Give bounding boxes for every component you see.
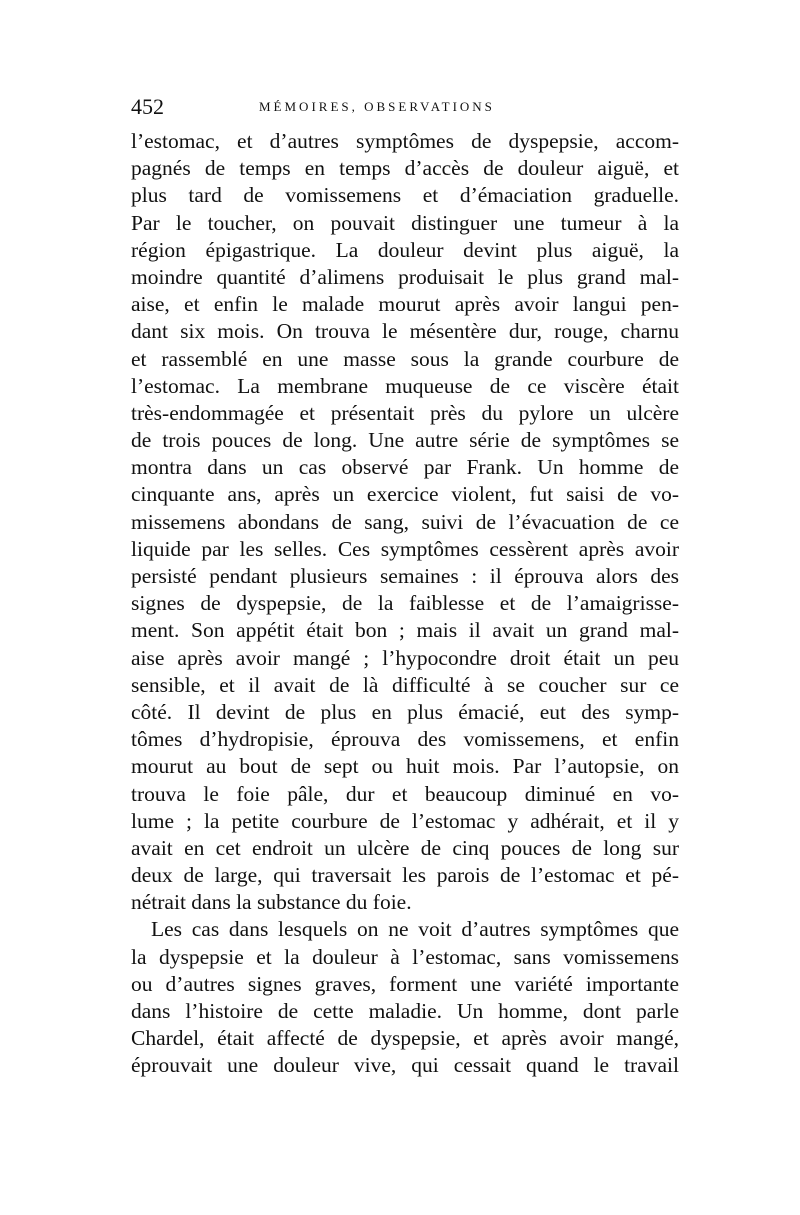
text-line: Chardel, était affecté de dyspepsie, et après avoir mangé,	[131, 1026, 679, 1051]
paragraph-first-line: Les cas dans lesquels on ne voit d’autres symptômes que	[151, 917, 679, 942]
text-line: aise, et enfin le malade mourut après avoir langui pen-	[131, 292, 679, 317]
text-line: persisté pendant plusieurs semaines : il éprouva alors des	[131, 564, 679, 588]
page-number: 452	[131, 94, 164, 119]
text-line: avait en cet endroit un ulcère de cinq pouces de long sur	[131, 835, 679, 860]
text-line: moindre quantité d’alimens produisait le plus grand mal-	[131, 264, 679, 289]
text-line: l’estomac. La membrane muqueuse de ce viscère était	[131, 373, 679, 398]
text-line: la dyspepsie et la douleur à l’estomac, sans vomissemens	[131, 944, 679, 969]
text-line: Par le toucher, on pouvait distinguer une tumeur à la	[131, 210, 679, 235]
text-line: ment. Son appétit était bon ; mais il avait un grand mal-	[131, 618, 679, 643]
text-line: signes de dyspepsie, de la faiblesse et de l’amaigrisse-	[131, 591, 679, 616]
text-line: de trois pouces de long. Une autre série de symptômes se	[131, 428, 679, 453]
text-line: très-endommagée et présentait près du pylore un ulcère	[131, 400, 679, 425]
text-line: côté. Il devint de plus en plus émacié, eut des symp-	[131, 699, 679, 724]
text-line: dant six mois. On trouva le mésentère dur, rouge, charnu	[131, 319, 679, 344]
text-line: région épigastrique. La douleur devint plus aiguë, la	[131, 237, 679, 262]
text-line: dans l’histoire de cette maladie. Un homme, dont parle	[131, 999, 679, 1023]
text-line: l’estomac, et d’autres symptômes de dyspepsie, accom-	[131, 129, 679, 153]
text-line: aise après avoir mangé ; l’hypocondre droit était un peu	[131, 645, 679, 670]
paragraph-last-line: nétrait dans la substance du foie.	[131, 890, 412, 915]
body-text	[131, 128, 679, 1080]
text-line: éprouvait une douleur vive, qui cessait quand le travail	[131, 1053, 679, 1078]
text-line: liquide par les selles. Ces symptômes cessèrent après avoir	[131, 536, 679, 561]
text-line: plus tard de vomissemens et d’émaciation graduelle.	[131, 183, 679, 208]
text-line: tômes d’hydropisie, éprouva des vomissemens, et enfin	[131, 727, 679, 752]
text-line: missemens abondans de sang, suivi de l’évacuation de ce	[131, 509, 679, 534]
text-line: pagnés de temps en temps d’accès de douleur aiguë, et	[131, 156, 679, 181]
text-line: ou d’autres signes graves, forment une variété importante	[131, 971, 679, 996]
text-line: lume ; la petite courbure de l’estomac y adhérait, et il y	[131, 808, 679, 833]
text-line: et rassemblé en une masse sous la grande courbure de	[131, 346, 679, 371]
text-line: mourut au bout de sept ou huit mois. Par l’autopsie, on	[131, 754, 679, 779]
text-line: trouva le foie pâle, dur et beaucoup diminué en vo-	[131, 781, 679, 806]
text-line: deux de large, qui traversait les parois de l’estomac et pé-	[131, 863, 679, 888]
text-line: sensible, et il avait de là difficulté à se coucher sur ce	[131, 672, 679, 697]
running-title: MÉMOIRES, OBSERVATIONS	[259, 99, 495, 114]
running-head	[131, 92, 679, 122]
text-line: cinquante ans, après un exercice violent, fut saisi de vo-	[131, 482, 679, 507]
text-line: montra dans un cas observé par Frank. Un homme de	[131, 455, 679, 480]
